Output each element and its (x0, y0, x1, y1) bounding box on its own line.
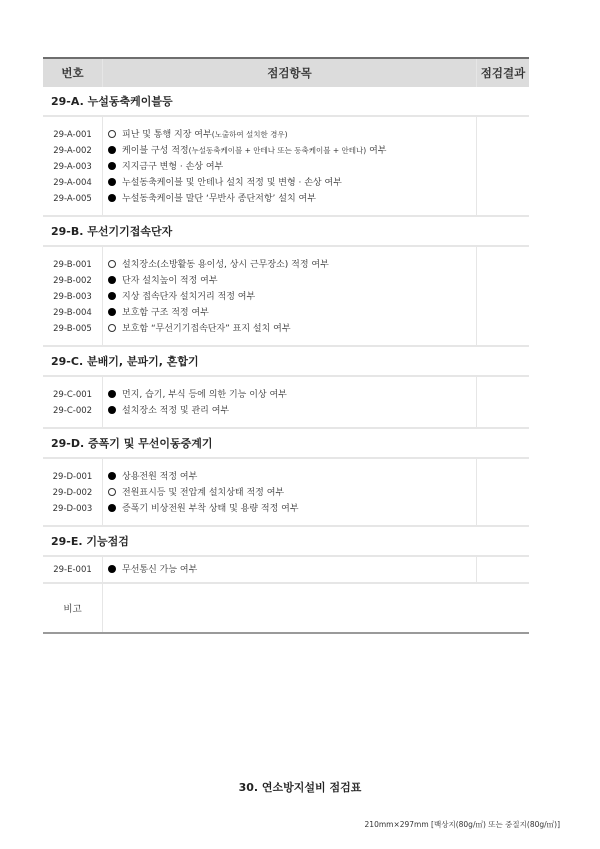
empty-circle-icon (108, 488, 116, 496)
list-item: 증폭기 비상전원 부착 상태 및 용량 적정 여부 (108, 501, 476, 517)
list-item: 단자 설치높이 적정 여부 (108, 273, 476, 289)
remarks-label: 비고 (43, 584, 103, 632)
filled-circle-icon (108, 292, 116, 300)
item-code: 29-A-003 (53, 162, 92, 172)
item-code: 29-A-005 (53, 194, 92, 204)
table-header (43, 57, 529, 87)
item-code: 29-D-001 (52, 472, 93, 482)
header-result: 점검결과 (480, 66, 526, 80)
filled-circle-icon (108, 472, 116, 480)
list-item: 상용전원 적정 여부 (108, 469, 476, 485)
result-cell[interactable] (477, 117, 529, 215)
section-title-29e: 29-E. 기능점검 (43, 527, 529, 557)
paper-spec-note: 210mm×297mm [백상지(80g/㎡) 또는 중질지(80g/㎡)] (364, 820, 560, 829)
item-code: 29-B-001 (53, 260, 92, 270)
result-cell[interactable] (477, 377, 529, 427)
result-cell[interactable] (477, 459, 529, 525)
remarks-row (43, 584, 529, 634)
filled-circle-icon (108, 276, 116, 284)
list-item: 보호함 “무선기기접속단자” 표지 설치 여부 (108, 321, 476, 337)
filled-circle-icon (108, 194, 116, 202)
filled-circle-icon (108, 178, 116, 186)
list-item: 케이블 구성 적정(누설동축케이블 + 안테나 또는 동축케이블 + 안테나) 여부 (108, 143, 476, 159)
item-code: 29-A-001 (53, 130, 92, 140)
section-body-29d (43, 459, 529, 527)
section-body-29b (43, 247, 529, 347)
section-title-29b: 29-B. 무선기기접속단자 (43, 217, 529, 247)
item-code: 29-D-002 (52, 488, 93, 498)
item-code: 29-B-004 (53, 308, 92, 318)
empty-circle-icon (108, 324, 116, 332)
section-body-29c (43, 377, 529, 429)
empty-circle-icon (108, 130, 116, 138)
list-item: 먼지, 습기, 부식 등에 의한 기능 이상 여부 (108, 387, 476, 403)
section-title-29d: 29-D. 증폭기 및 무선이동중계기 (43, 429, 529, 459)
filled-circle-icon (108, 390, 116, 398)
list-item: 무선통신 가능 여부 (108, 562, 476, 578)
list-item: 보호함 구조 적정 여부 (108, 305, 476, 321)
list-item: 설치장소 적정 및 관리 여부 (108, 403, 476, 419)
list-item: 누설동축케이블 및 안테나 설치 적정 및 변형 · 손상 여부 (108, 175, 476, 191)
list-item: 지상 접속단자 설치거리 적정 여부 (108, 289, 476, 305)
item-code: 29-B-005 (53, 324, 92, 334)
list-item: 전원표시등 및 전압계 설치상태 적정 여부 (108, 485, 476, 501)
header-number: 번호 (43, 59, 103, 87)
filled-circle-icon (108, 565, 116, 573)
item-code: 29-A-002 (53, 146, 92, 156)
filled-circle-icon (108, 162, 116, 170)
section-title-29a: 29-A. 누설동축케이블등 (43, 87, 529, 117)
header-item: 점검항목 (103, 59, 477, 87)
item-code: 29-E-001 (53, 565, 92, 575)
section-body-29e (43, 557, 529, 584)
item-code: 29-C-001 (52, 390, 93, 400)
item-code: 29-C-002 (52, 406, 93, 416)
item-code: 29-D-003 (52, 504, 93, 514)
filled-circle-icon (108, 308, 116, 316)
list-item: 지지금구 변형 · 손상 여부 (108, 159, 476, 175)
filled-circle-icon (108, 504, 116, 512)
remarks-field[interactable] (103, 584, 529, 632)
result-cell[interactable] (477, 247, 529, 345)
item-code: 29-B-002 (53, 276, 92, 286)
list-item: 누설동축케이블 말단 ‘무반사 종단저항’ 설치 여부 (108, 191, 476, 207)
filled-circle-icon (108, 146, 116, 154)
list-item: 설치장소(소방활동 용이성, 상시 근무장소) 적정 여부 (108, 257, 476, 273)
inspection-table (43, 57, 529, 634)
section-title-29c: 29-C. 분배기, 분파기, 혼합기 (43, 347, 529, 377)
next-page-title: 30. 연소방지설비 점검표 (238, 781, 362, 794)
filled-circle-icon (108, 406, 116, 414)
result-cell[interactable] (477, 557, 529, 582)
list-item: 피난 및 통행 지장 여부(노출하여 설치한 경우) (108, 127, 476, 143)
item-code: 29-B-003 (53, 292, 92, 302)
item-code: 29-A-004 (53, 178, 92, 188)
section-body-29a (43, 117, 529, 217)
empty-circle-icon (108, 260, 116, 268)
